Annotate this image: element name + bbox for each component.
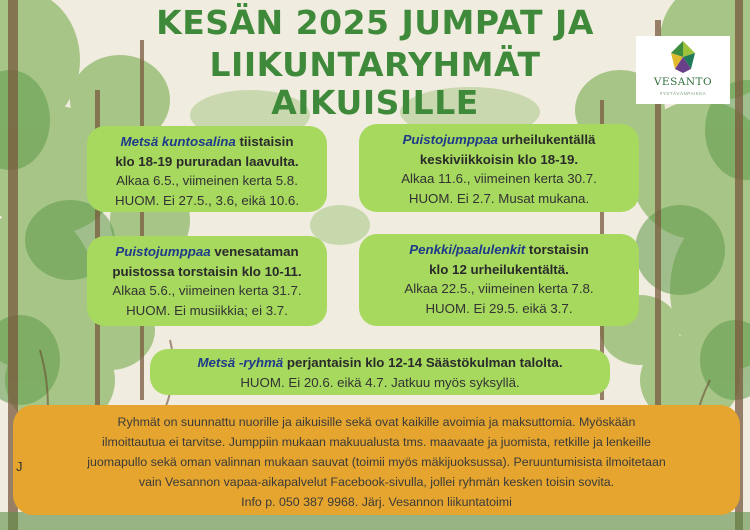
- event-dates: Alkaa 6.5., viimeinen kerta 5.8.: [116, 173, 298, 188]
- event-name: Puistojumppaa: [402, 132, 498, 147]
- event-box-bench-walks: [359, 234, 639, 326]
- event-name: Puistojumppaa: [115, 244, 211, 259]
- info-line: ilmoittautua ei tarvitse. Jumppiin mukaan makuualusta tms. maavaate ja juomista, retkille ja lenkeille: [102, 435, 651, 449]
- event-note: HUOM. Ei 20.6. eikä 4.7. Jatkuu myös syksyllä.: [240, 374, 520, 390]
- event-time: puistossa torstaisin klo 10-11.: [112, 263, 302, 279]
- event-name: Penkki/paalulenkit: [409, 242, 526, 257]
- logo-tagline: #YSTÄVÄNPAIKKA: [659, 91, 707, 96]
- event-place: venesataman: [210, 244, 299, 259]
- info-line: juomapullo sekä oman valinnan mukaan sauvat (toimii myös mäkijuoksussa). Peruuntumisista ilmoitetaan: [87, 455, 666, 469]
- event-dates: Alkaa 5.6., viimeinen kerta 31.7.: [112, 283, 302, 298]
- event-note: HUOM. Ei 27.5., 3.6, eikä 10.6.: [114, 192, 300, 208]
- event-name: Metsä kuntosalina: [120, 134, 236, 149]
- event-time: keskiviikkoisin klo 18-19.: [419, 151, 579, 167]
- title-line-1: KESÄN 2025 JUMPAT JA: [156, 3, 594, 42]
- event-box-forest-group: [150, 349, 610, 395]
- info-box: [13, 405, 740, 515]
- info-line: vain Vesannon vapaa-aikapalvelut Facebook-sivulla, jollei ryhmän kesken toisin sovita.: [138, 475, 615, 489]
- event-note: HUOM. Ei musiikkia; ei 3.7.: [126, 302, 288, 318]
- event-day: torstaisin: [525, 242, 589, 257]
- title-line-2: LIIKUNTARYHMÄT AIKUISILLE: [209, 45, 541, 122]
- event-note: HUOM. Ei 29.5. eikä 3.7.: [425, 300, 573, 316]
- text-cursor-mark: J: [16, 459, 23, 474]
- vesanto-logo-mark: [665, 39, 701, 75]
- event-time: perjantaisin klo 12-14 Säästökulman talolta.: [283, 355, 563, 370]
- event-time: klo 12 urheilukentältä.: [429, 261, 569, 277]
- event-place: urheilukentällä: [497, 132, 596, 147]
- event-box-park-gym-harbour: [87, 236, 327, 326]
- event-note: HUOM. Ei 2.7. Musat mukana.: [408, 190, 590, 206]
- logo-name: VESANTO: [653, 76, 713, 88]
- event-name: Metsä -ryhmä: [197, 355, 284, 370]
- event-box-forest-gym: [87, 126, 327, 212]
- event-time: klo 18-19 pururadan laavulta.: [115, 153, 299, 169]
- vesanto-logo: [636, 36, 730, 104]
- event-dates: Alkaa 22.5., viimeinen kerta 7.8.: [404, 281, 594, 296]
- event-box-park-gym-field: [359, 124, 639, 212]
- event-day: tiistaisin: [235, 134, 294, 149]
- info-line: Info p. 050 387 9968. Järj. Vesannon liikuntatoimi: [241, 495, 512, 509]
- event-dates: Alkaa 11.6., viimeinen kerta 30.7.: [401, 171, 597, 186]
- info-line: Ryhmät on suunnattu nuorille ja aikuisille sekä ovat kaikille avoimia ja maksuttomia. Myöskään: [117, 415, 636, 429]
